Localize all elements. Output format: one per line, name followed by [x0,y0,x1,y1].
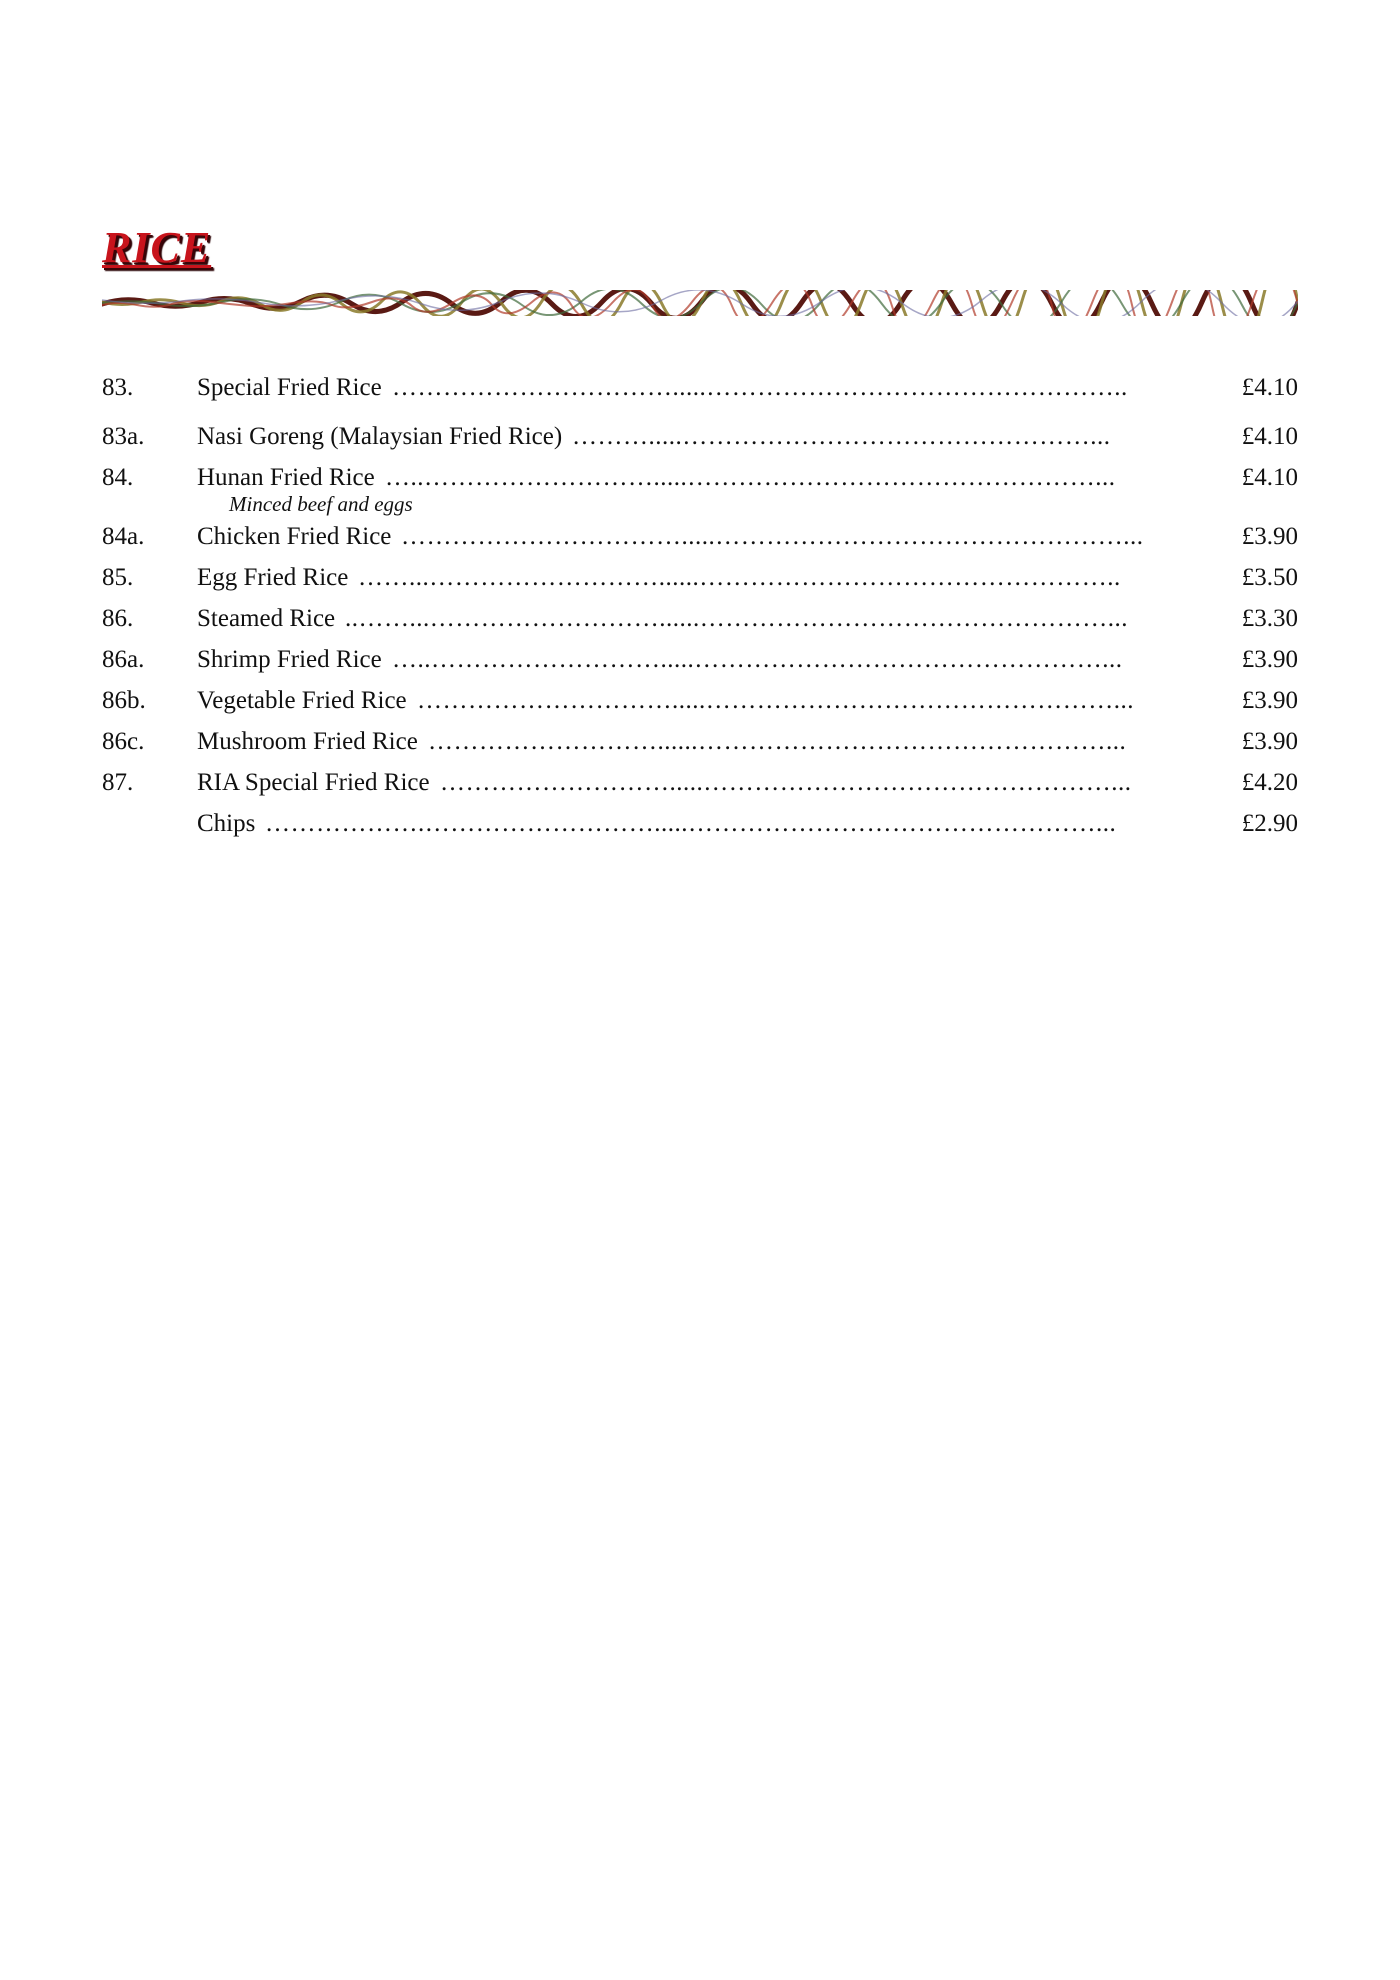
item-price: £3.30 [1241,605,1298,632]
item-number: 83a. [102,423,145,450]
item-description: Minced beef and eggs [229,492,413,516]
item-price: £4.20 [1241,769,1298,796]
item-price: £2.90 [1241,810,1298,837]
item-price: £3.90 [1241,523,1298,550]
menu-item [102,560,1298,596]
decorative-divider [102,290,1298,316]
dot-leader: …………………………….....…………………………………………... [401,523,1144,550]
item-number: 84. [102,464,134,491]
menu-item [102,642,1298,678]
dot-leader: ………………………….....…………………………………………... [417,687,1134,714]
item-number: 86. [102,605,134,632]
item-price: £3.90 [1241,687,1298,714]
menu-item [102,683,1298,719]
menu-item [102,601,1298,637]
item-price: £3.90 [1241,728,1298,755]
item-name: Mushroom Fried Rice [197,728,418,755]
dot-leader: …..……………………….....…………………………………………... [392,646,1123,673]
dot-leader: ……….....…………………………………………... [572,423,1111,450]
item-number: 87. [102,769,134,796]
menu-item [102,519,1298,555]
item-price: £4.10 [1241,464,1298,491]
menu-item [102,370,1298,406]
item-number: 86b. [102,687,146,714]
item-name: Special Fried Rice [197,374,382,401]
item-name: Steamed Rice [197,605,336,632]
item-number: 86a. [102,646,145,673]
dot-leader: ……………….……………………….....…………………………………………... [265,810,1117,837]
item-number: 86c. [102,728,145,755]
menu-item [102,806,1298,842]
item-name: Vegetable Fried Rice [197,687,407,714]
item-price: £4.10 [1241,374,1298,401]
item-price: £4.10 [1241,423,1298,450]
section-title: RICE [102,223,212,272]
dot-leader: …..……………………….....…………………………………………... [385,464,1116,491]
item-number: 83. [102,374,134,401]
item-name: Chips [197,810,256,837]
item-price: £3.50 [1241,564,1298,591]
item-name: Shrimp Fried Rice [197,646,382,673]
dot-leader: ……...………………………......………………………………………….. [358,564,1121,591]
menu-item [102,419,1298,455]
item-name: Nasi Goreng (Malaysian Fried Rice) [197,423,563,450]
item-name: RIA Special Fried Rice [197,769,430,796]
dot-leader: ..……...………………………......…………………………………………... [345,605,1128,632]
item-name: Egg Fried Rice [197,564,349,591]
dot-leader: ………………………......…………………………………………... [428,728,1127,755]
item-number: 84a. [102,523,145,550]
item-price: £3.90 [1241,646,1298,673]
menu-item [102,724,1298,760]
item-number: 85. [102,564,134,591]
item-name: Hunan Fried Rice [197,464,375,491]
menu-item [102,765,1298,801]
item-name: Chicken Fried Rice [197,523,392,550]
dot-leader: …………………………….....………………………………………….. [392,374,1128,401]
dot-leader: ……………………….....…………………………………………... [440,769,1132,796]
